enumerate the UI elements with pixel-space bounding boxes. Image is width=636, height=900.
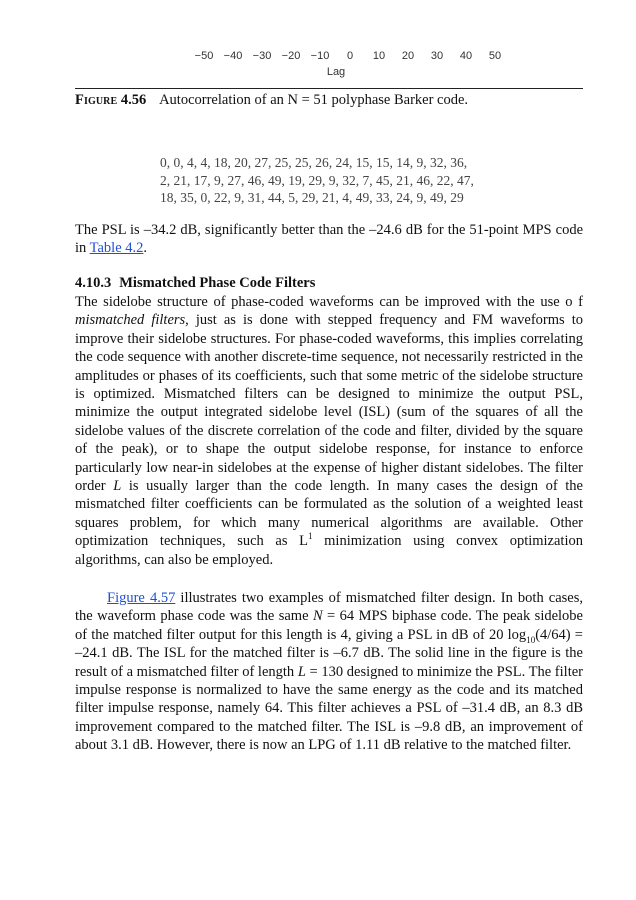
paragraph-mismatched-filters: The sidelobe structure of phase-coded waveforms can be improved with the use o f mismatched filters, just as is done with stepped frequency and FM waveforms to improve their sidelobe structures. For phase-coded waveforms, this implies correlating the code sequence with another discrete-time sequence, not necessarily restricted in the amplitudes or phases of its coefficients, such that some metric of the sidelobe structure is optimized. Mismatched filters can be designed to minimize the output PSL, minimize the output integrated sidelobe level (ISL) (sum of the squares of all the sidelobe values of the discrete correlation of the code and filter, divided by the square of the peak), or to shape the output sidelobe response, for instance to enforce particularly low near-in sidelobes at the expense of higher distant sidelobes. The filter order L is usually larger than the code length. In many cases the design of the mismatched filter coefficients can be formulated as the solution of a weighted least squares problem, for which many numerical algorithms are available. Other optimization techniques, such as $L^1$ minimization using convex optimization algorithms, can also be employed. (75, 294, 583, 568)
paragraph-psl: The PSL is –34.2 dB, significantly better than the –24.6 dB for the 51-point MPS code in Table 4.2. (75, 222, 583, 257)
x-tick: 10 (372, 50, 386, 62)
section-heading (75, 275, 315, 292)
x-tick: −30 (252, 50, 272, 62)
table-4-2-link[interactable]: Table 4.2 (89, 240, 144, 257)
x-tick: −20 (281, 50, 301, 62)
caption-figure-word: Figure (75, 92, 118, 108)
x-axis-label: Lag (326, 66, 346, 78)
x-tick: 50 (488, 50, 502, 62)
sequence-line: 0, 0, 4, 4, 18, 20, 27, 25, 25, 26, 24, 15, 15, 14, 9, 32, 36, (160, 155, 468, 170)
figure-caption (75, 92, 468, 109)
sequence-line: 18, 35, 0, 22, 9, 31, 44, 5, 29, 21, 4, 49, 33, 24, 9, 49, 29 (160, 190, 464, 205)
x-axis-ticks (190, 50, 510, 66)
caption-figure-number: 4.56 (120, 92, 147, 108)
x-tick: −10 (310, 50, 330, 62)
paragraph-figure-4-57: Figure 4.57 illustrates two examples of mismatched filter design. In both cases, the waveform phase code was the same N = 64 MPS biphase code. The peak sidelobe of the matched filter output for this length is 4, giving a PSL in dB of 20 $\log_{10}(4/64) = -24.1$ dB. The ISL for the matched filter is –6.7 dB. The solid line in the figure is the result of a mismatched filter of length L = 130 designed to minimize the PSL. The filter impulse response is normalized to have the same energy as the code and its matched filter impulse response, namely 64. This filter achieves a PSL of –31.4 dB, an 8.3 dB improvement compared to the matched filter. The ISL is –9.8 dB, an improvement of about 3.1 dB. However, there is now an LPG of 1.11 dB relative to the matched filter. (75, 590, 584, 754)
caption-rule (75, 88, 583, 89)
sequence-line: 2, 21, 17, 9, 27, 46, 49, 19, 29, 9, 32, 7, 45, 21, 46, 22, 47, (160, 172, 474, 188)
section-number: 4.10.3 (75, 275, 112, 291)
x-tick: −40 (223, 50, 243, 62)
x-tick: 0 (346, 50, 354, 62)
section-title: Mismatched Phase Code Filters (119, 275, 316, 291)
phase-sequence (160, 154, 474, 207)
x-tick: 30 (430, 50, 444, 62)
figure-4-57-link[interactable]: Figure 4.57 (107, 590, 176, 606)
x-tick: −50 (194, 50, 214, 62)
x-tick: 20 (401, 50, 415, 62)
caption-text: Autocorrelation of an N = 51 polyphase Barker code. (159, 92, 469, 108)
x-tick: 40 (459, 50, 473, 62)
